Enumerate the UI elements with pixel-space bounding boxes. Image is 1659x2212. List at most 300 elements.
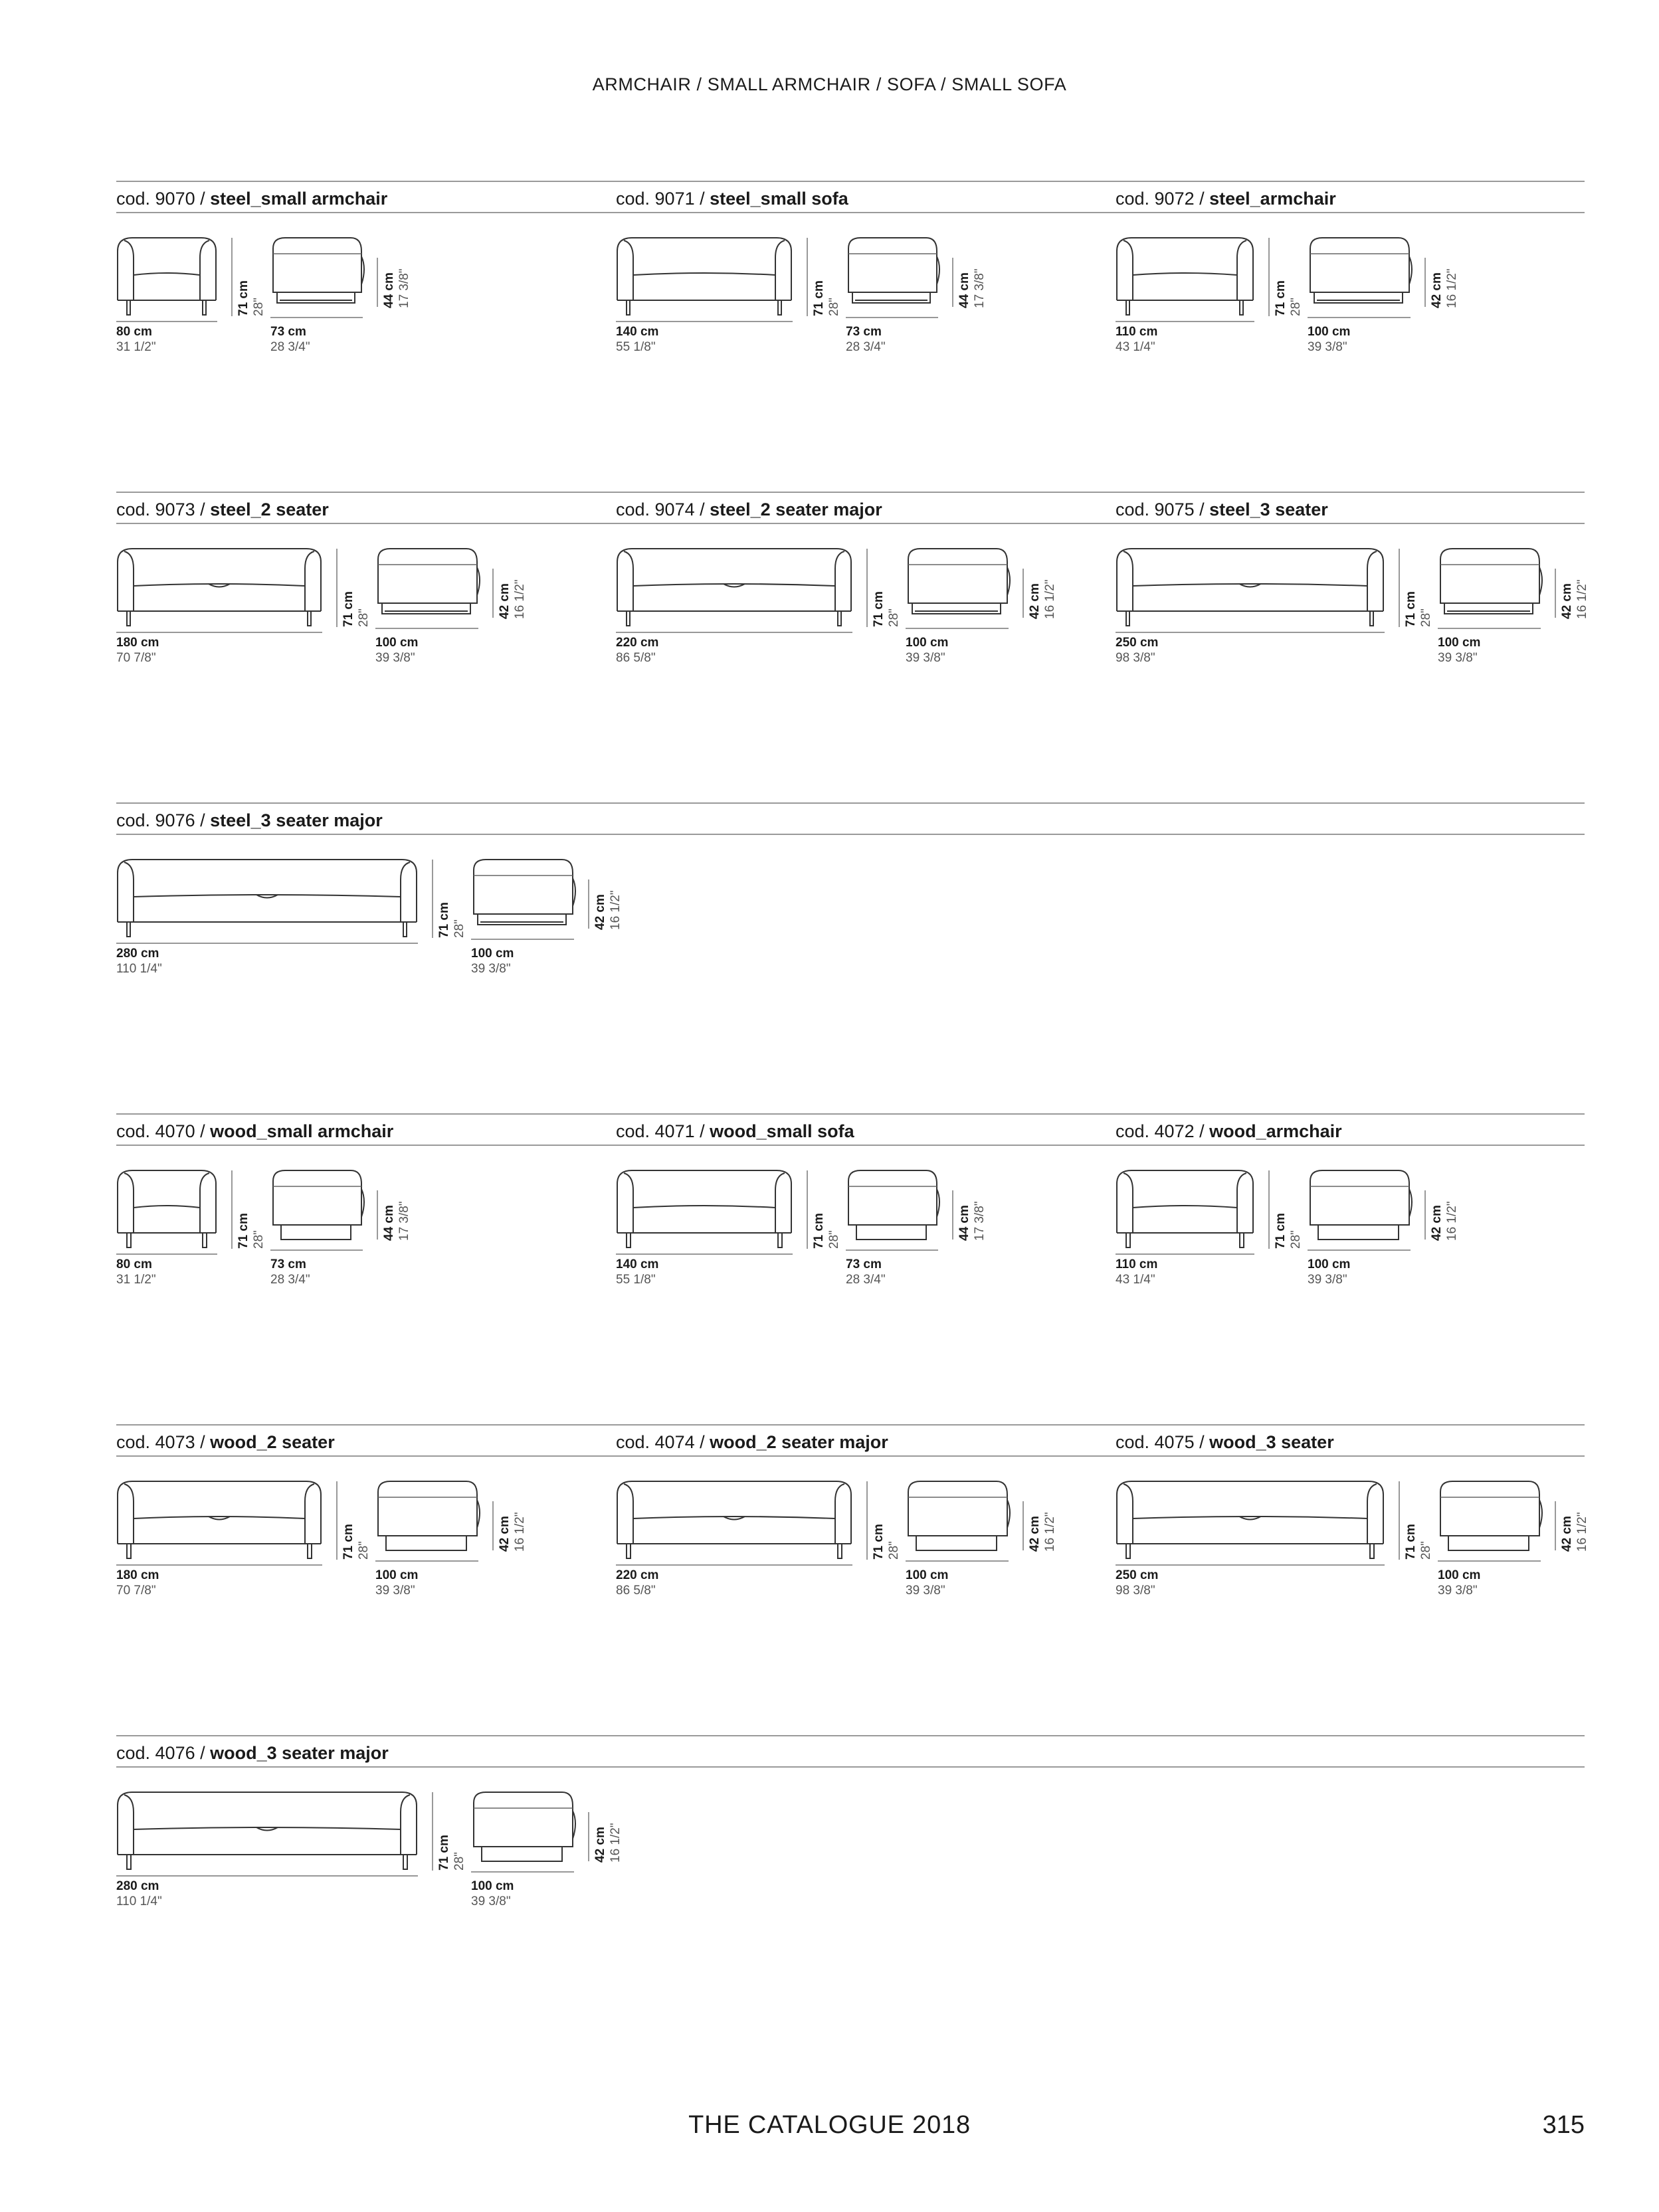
height-dimension-cm: 71 cm [872, 591, 886, 627]
width-dimension [1116, 324, 1157, 355]
width-dimension-inch: 31 1/2" [116, 340, 156, 354]
right-leg [308, 611, 311, 626]
seat-height-dimension-cm: 44 cm [957, 1205, 971, 1241]
steel-base-frame [912, 603, 1001, 614]
width-dimension-cm: 180 cm [116, 1568, 159, 1582]
height-dimension [1403, 591, 1434, 627]
width-dimension-inch: 110 1/4" [116, 1894, 162, 1908]
product-name: wood_armchair [1209, 1121, 1342, 1141]
seat-height-dimension-inch: 16 1/2" [1445, 1201, 1459, 1241]
seat-height-dimension-inch: 16 1/2" [1043, 1512, 1057, 1552]
seat-height-dimension-inch: 16 1/2" [513, 579, 527, 619]
product-item [116, 1735, 623, 1954]
sofa-left-arm [1123, 1484, 1133, 1544]
height-dimension-inch: 28" [452, 919, 466, 938]
seat-height-dimension-cm: 42 cm [1028, 1516, 1042, 1552]
front-elevation-drawing [616, 1166, 813, 1266]
side-profile-outline [908, 1481, 1007, 1536]
product-name: steel_2 seater [210, 500, 329, 519]
sofa-back-outline [617, 1170, 791, 1233]
height-dimension [437, 902, 467, 938]
seat-height-dimension-inch: 17 3/8" [397, 268, 411, 308]
depth-dimension-inch: 39 3/8" [375, 651, 415, 665]
depth-dimension [1438, 635, 1480, 666]
side-profile-outline [474, 860, 573, 914]
side-elevation-drawing [471, 856, 594, 955]
side-elevation-drawing [270, 234, 383, 333]
product-item [1116, 1424, 1589, 1643]
sofa-left-arm [624, 1484, 633, 1544]
sofa-left-arm [124, 551, 134, 611]
width-dimension-inch: 86 5/8" [616, 651, 656, 665]
product-row [116, 492, 1589, 711]
height-dimension-inch: 28" [827, 1230, 841, 1249]
product-item [116, 492, 581, 711]
depth-dimension-cm: 100 cm [471, 1879, 514, 1893]
product-title [616, 500, 882, 520]
depth-dimension-cm: 73 cm [846, 1257, 882, 1271]
front-elevation-drawing [616, 545, 872, 644]
seat-cushion-line [633, 273, 775, 275]
wood-plinth-base [916, 1536, 997, 1550]
side-profile-outline [474, 1792, 573, 1847]
depth-dimension-cm: 100 cm [906, 1568, 949, 1582]
product-item [116, 1113, 581, 1333]
left-leg [627, 300, 630, 315]
width-dimension-cm: 220 cm [616, 636, 659, 650]
seat-height-dimension-cm: 42 cm [1560, 1516, 1574, 1552]
side-profile-outline [273, 1170, 361, 1225]
product-name: steel_3 seater [1209, 500, 1328, 519]
left-leg [627, 1544, 631, 1558]
product-name: wood_small armchair [210, 1121, 394, 1141]
sofa-back-outline [617, 238, 791, 300]
seat-height-dimension-inch: 17 3/8" [397, 1201, 411, 1241]
front-elevation-drawing [616, 234, 813, 333]
product-title [116, 810, 383, 831]
width-dimension [616, 1568, 658, 1598]
right-leg [1240, 1233, 1244, 1247]
height-dimension-cm: 71 cm [342, 591, 355, 627]
seat-height-dimension [593, 890, 623, 930]
height-dimension-inch: 28" [1289, 298, 1303, 316]
seat-cushion-line [633, 584, 835, 586]
left-leg [1126, 1233, 1130, 1247]
seat-cushion-line [134, 1206, 200, 1208]
height-dimension-inch: 28" [452, 1852, 466, 1871]
right-leg [1240, 300, 1243, 315]
product-title [1116, 1432, 1334, 1453]
width-dimension [116, 1879, 162, 1909]
product-name: steel_2 seater major [710, 500, 882, 519]
height-dimension-cm: 71 cm [437, 1835, 451, 1871]
width-dimension-inch: 98 3/8" [1116, 651, 1155, 665]
right-leg [403, 1855, 407, 1869]
height-dimension-cm: 71 cm [872, 1524, 886, 1560]
sofa-left-arm [124, 240, 134, 300]
depth-dimension [270, 324, 310, 355]
width-dimension-inch: 86 5/8" [616, 1584, 656, 1598]
product-row [116, 802, 1585, 1022]
depth-dimension-inch: 39 3/8" [1308, 1273, 1347, 1287]
width-dimension-inch: 55 1/8" [616, 1273, 656, 1287]
depth-dimension-inch: 39 3/8" [1438, 1584, 1478, 1598]
front-elevation-drawing [1116, 234, 1274, 333]
product-code: cod. 4071 / [616, 1121, 705, 1141]
width-dimension-cm: 250 cm [1116, 1568, 1159, 1582]
side-elevation-drawing [1438, 545, 1561, 644]
product-code: cod. 9072 / [1116, 189, 1205, 209]
width-dimension-inch: 31 1/2" [116, 1273, 156, 1287]
depth-dimension [906, 1568, 948, 1598]
product-row [116, 1735, 1585, 1954]
height-dimension-cm: 71 cm [342, 1524, 355, 1560]
depth-dimension-cm: 100 cm [375, 1568, 419, 1582]
seat-height-dimension [593, 1823, 623, 1863]
width-dimension-cm: 180 cm [116, 636, 159, 650]
right-leg [778, 1233, 782, 1247]
seat-cushion-line [134, 1827, 401, 1829]
sofa-left-arm [124, 1795, 134, 1855]
seat-height-dimension-inch: 16 1/2" [609, 1823, 623, 1863]
seat-height-dimension-cm: 42 cm [498, 583, 512, 619]
sofa-back-outline [118, 549, 321, 611]
left-leg [627, 1233, 631, 1247]
product-title [1116, 1121, 1342, 1142]
seat-height-dimension-cm: 42 cm [593, 894, 607, 930]
sofa-left-arm [624, 1173, 633, 1233]
product-item [616, 181, 1081, 400]
product-item [616, 1424, 1081, 1643]
seat-height-dimension [1559, 1512, 1590, 1552]
sofa-left-arm [124, 1484, 134, 1544]
side-elevation-drawing [846, 234, 958, 333]
side-profile-outline [1310, 238, 1409, 292]
width-dimension [1116, 1257, 1157, 1287]
product-title [116, 189, 387, 209]
depth-dimension-inch: 39 3/8" [1438, 651, 1478, 665]
seat-cushion-line [134, 1517, 305, 1519]
right-leg [403, 922, 407, 937]
product-row [116, 1113, 1585, 1333]
depth-dimension-inch: 28 3/4" [270, 340, 310, 354]
width-dimension [616, 1257, 658, 1287]
right-leg [838, 611, 841, 626]
seat-cushion-line [1133, 1206, 1237, 1208]
left-leg [627, 611, 630, 626]
height-dimension-inch: 28" [887, 1541, 901, 1560]
height-dimension [437, 1835, 467, 1871]
height-dimension-inch: 28" [252, 298, 266, 316]
seat-cushion-line [1133, 1517, 1367, 1519]
sofa-left-arm [624, 240, 633, 300]
sofa-back-outline [617, 1481, 851, 1544]
steel-base-frame [1444, 603, 1533, 614]
left-leg [127, 1855, 131, 1869]
wood-plinth-base [281, 1225, 351, 1240]
left-leg [127, 611, 130, 626]
depth-dimension [471, 1879, 514, 1909]
depth-dimension [1308, 324, 1350, 355]
front-elevation-drawing [1116, 1477, 1405, 1577]
side-profile-outline [848, 1170, 937, 1225]
product-item [116, 181, 581, 400]
height-dimension [871, 591, 902, 627]
product-title [616, 1121, 854, 1142]
right-leg [1370, 611, 1373, 626]
height-dimension-cm: 71 cm [1404, 591, 1418, 627]
product-code: cod. 9070 / [116, 189, 205, 209]
seat-height-dimension [497, 1512, 528, 1552]
width-dimension-inch: 98 3/8" [1116, 1584, 1155, 1598]
sofa-right-arm [1237, 1173, 1246, 1233]
seat-height-dimension [381, 1201, 412, 1241]
seat-height-dimension [1559, 579, 1590, 619]
height-dimension-inch: 28" [357, 608, 371, 627]
sofa-left-arm [624, 551, 633, 611]
seat-height-dimension-inch: 16 1/2" [1575, 1512, 1589, 1552]
width-dimension-inch: 43 1/4" [1116, 1273, 1155, 1287]
product-code: cod. 9075 / [1116, 500, 1205, 519]
left-leg [127, 1544, 131, 1558]
seat-height-dimension-inch: 16 1/2" [609, 890, 623, 930]
height-dimension-inch: 28" [827, 298, 841, 316]
product-name: steel_small armchair [210, 189, 388, 209]
side-profile-outline [378, 1481, 477, 1536]
sofa-back-outline [118, 1481, 321, 1544]
sofa-back-outline [1117, 1170, 1253, 1233]
width-dimension-cm: 250 cm [1116, 636, 1159, 650]
left-leg [127, 922, 130, 937]
depth-dimension-inch: 39 3/8" [471, 1894, 511, 1908]
side-elevation-drawing [906, 545, 1028, 644]
right-leg [203, 300, 206, 315]
sofa-right-arm [401, 862, 410, 922]
product-code: cod. 4074 / [616, 1432, 705, 1452]
width-dimension-inch: 55 1/8" [616, 340, 656, 354]
height-dimension-inch: 28" [1419, 1541, 1433, 1560]
width-dimension [1116, 1568, 1158, 1598]
height-dimension-cm: 71 cm [437, 902, 451, 938]
height-dimension-cm: 71 cm [1404, 1524, 1418, 1560]
depth-dimension [846, 324, 886, 355]
product-title [116, 1743, 389, 1764]
sofa-right-arm [200, 240, 209, 300]
wood-plinth-base [1448, 1536, 1529, 1550]
product-item [116, 802, 623, 1022]
front-elevation-drawing [116, 1788, 438, 1888]
width-dimension-cm: 280 cm [116, 1879, 159, 1893]
left-leg [127, 1233, 131, 1247]
wood-plinth-base [856, 1225, 926, 1240]
product-code: cod. 4072 / [1116, 1121, 1205, 1141]
height-dimension [236, 280, 266, 316]
depth-dimension-inch: 39 3/8" [906, 1584, 945, 1598]
sofa-back-outline [1117, 549, 1383, 611]
height-dimension-cm: 71 cm [812, 1213, 826, 1249]
left-leg [1126, 611, 1129, 626]
sofa-right-arm [305, 1484, 314, 1544]
product-code: cod. 4076 / [116, 1743, 205, 1763]
product-item [1116, 1113, 1581, 1333]
height-dimension-cm: 71 cm [237, 280, 250, 316]
depth-dimension [270, 1257, 310, 1287]
seat-height-dimension [957, 268, 987, 308]
product-title [116, 1432, 335, 1453]
seat-height-dimension-inch: 16 1/2" [1445, 268, 1459, 308]
front-elevation-drawing [116, 234, 237, 333]
catalogue-title: THE CATALOGUE 2018 [688, 2111, 971, 2139]
depth-dimension-cm: 100 cm [1438, 636, 1481, 650]
seat-cushion-line [633, 1517, 835, 1519]
width-dimension-cm: 80 cm [116, 325, 152, 339]
sofa-left-arm [124, 862, 134, 922]
product-row [116, 181, 1585, 400]
seat-height-dimension-inch: 17 3/8" [973, 1201, 987, 1241]
height-dimension-inch: 28" [357, 1541, 371, 1560]
front-elevation-drawing [116, 1477, 342, 1577]
side-elevation-drawing [1308, 234, 1430, 333]
height-dimension [341, 591, 371, 627]
product-name: wood_3 seater major [210, 1743, 389, 1763]
side-profile-outline [848, 238, 937, 292]
depth-dimension-cm: 100 cm [1308, 1257, 1351, 1271]
depth-dimension [375, 635, 418, 666]
depth-dimension-cm: 73 cm [270, 325, 306, 339]
width-dimension-cm: 110 cm [1116, 1257, 1158, 1271]
right-leg [778, 300, 781, 315]
depth-dimension-cm: 100 cm [906, 636, 949, 650]
steel-base-frame [478, 914, 566, 925]
seat-cushion-line [134, 584, 305, 586]
side-profile-outline [378, 549, 477, 603]
height-dimension [811, 1213, 842, 1249]
width-dimension-inch: 70 7/8" [116, 1584, 156, 1598]
height-dimension [236, 1213, 266, 1249]
width-dimension-cm: 280 cm [116, 947, 159, 961]
sofa-back-outline [1117, 238, 1253, 300]
seat-height-dimension-cm: 42 cm [1028, 583, 1042, 619]
height-dimension [1273, 1213, 1304, 1249]
front-elevation-drawing [1116, 1166, 1274, 1266]
sofa-right-arm [775, 1173, 785, 1233]
seat-height-dimension-inch: 16 1/2" [513, 1512, 527, 1552]
seat-cushion-line [134, 895, 401, 897]
height-dimension-cm: 71 cm [1274, 1213, 1288, 1249]
height-dimension [1273, 280, 1304, 316]
sofa-back-outline [118, 1792, 417, 1855]
sofa-right-arm [401, 1795, 410, 1855]
product-item [616, 1113, 1081, 1333]
product-item [1116, 181, 1581, 400]
product-name: wood_3 seater [1209, 1432, 1334, 1452]
right-leg [203, 1233, 207, 1247]
side-elevation-drawing [375, 1477, 498, 1577]
sofa-back-outline [617, 549, 851, 611]
depth-dimension-cm: 73 cm [846, 325, 882, 339]
side-profile-outline [273, 238, 361, 292]
steel-base-frame [277, 292, 355, 303]
product-name: wood_2 seater major [710, 1432, 888, 1452]
depth-dimension-inch: 39 3/8" [375, 1584, 415, 1598]
front-elevation-drawing [1116, 545, 1405, 644]
width-dimension-inch: 43 1/4" [1116, 340, 1155, 354]
depth-dimension-inch: 28 3/4" [270, 1273, 310, 1287]
left-leg [127, 300, 130, 315]
side-profile-outline [1310, 1170, 1409, 1225]
depth-dimension-cm: 100 cm [1308, 325, 1351, 339]
depth-dimension [471, 946, 514, 976]
sofa-back-outline [118, 860, 417, 922]
height-dimension-inch: 28" [1289, 1230, 1303, 1249]
width-dimension-cm: 110 cm [1116, 325, 1158, 339]
side-profile-outline [1440, 1481, 1539, 1536]
product-title [116, 1121, 393, 1142]
seat-height-dimension [957, 1201, 987, 1241]
sofa-left-arm [1123, 1173, 1133, 1233]
seat-cushion-line [1133, 584, 1367, 586]
width-dimension-cm: 80 cm [116, 1257, 152, 1271]
height-dimension-cm: 71 cm [812, 280, 826, 316]
sofa-back-outline [1117, 1481, 1383, 1544]
side-elevation-drawing [375, 545, 498, 644]
page-number: 315 [1542, 2111, 1585, 2139]
seat-height-dimension-cm: 44 cm [957, 272, 971, 308]
seat-cushion-line [134, 273, 200, 275]
seat-height-dimension [1429, 268, 1460, 308]
depth-dimension-cm: 100 cm [471, 947, 514, 961]
product-code: cod. 4075 / [1116, 1432, 1205, 1452]
width-dimension [1116, 635, 1158, 666]
product-code: cod. 9074 / [616, 500, 705, 519]
side-elevation-drawing [1308, 1166, 1430, 1266]
sofa-right-arm [1237, 240, 1246, 300]
product-code: cod. 9073 / [116, 500, 205, 519]
width-dimension-cm: 220 cm [616, 1568, 659, 1582]
depth-dimension-inch: 39 3/8" [471, 962, 511, 976]
product-title [1116, 189, 1336, 209]
sofa-right-arm [1367, 1484, 1377, 1544]
left-leg [1126, 1544, 1130, 1558]
height-dimension [811, 280, 842, 316]
depth-dimension-inch: 39 3/8" [906, 651, 945, 665]
width-dimension [116, 324, 156, 355]
front-elevation-drawing [116, 856, 438, 955]
sofa-right-arm [1367, 551, 1377, 611]
seat-height-dimension-cm: 44 cm [382, 1205, 396, 1241]
product-name: steel_small sofa [710, 189, 848, 209]
steel-base-frame [852, 292, 930, 303]
seat-height-dimension [1027, 579, 1058, 619]
seat-height-dimension-inch: 16 1/2" [1575, 579, 1589, 619]
side-elevation-drawing [1438, 1477, 1561, 1577]
width-dimension [116, 1257, 156, 1287]
front-elevation-drawing [116, 1166, 237, 1266]
sofa-left-arm [1123, 240, 1133, 300]
right-leg [1370, 1544, 1374, 1558]
width-dimension-cm: 140 cm [616, 325, 659, 339]
seat-height-dimension-cm: 42 cm [1430, 1205, 1444, 1241]
depth-dimension-cm: 100 cm [375, 636, 419, 650]
product-name: wood_2 seater [210, 1432, 335, 1452]
sofa-right-arm [200, 1173, 209, 1233]
depth-dimension [846, 1257, 886, 1287]
product-row [116, 1424, 1589, 1643]
width-dimension-inch: 70 7/8" [116, 651, 156, 665]
product-title [116, 500, 329, 520]
sofa-right-arm [305, 551, 314, 611]
height-dimension-inch: 28" [252, 1230, 266, 1249]
